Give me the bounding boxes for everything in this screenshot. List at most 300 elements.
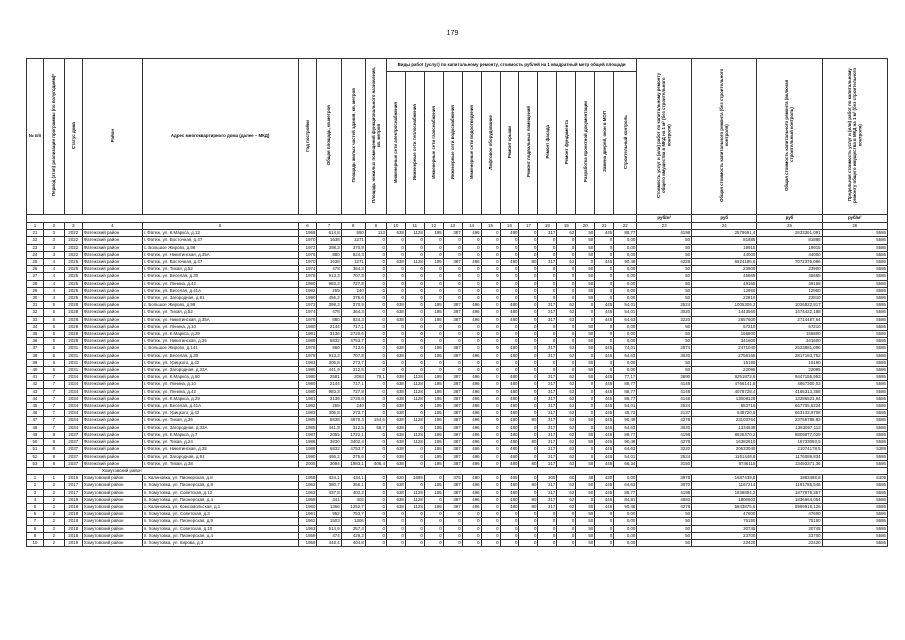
table-cell: 5586 <box>822 287 887 294</box>
table-cell: 195 <box>424 259 443 266</box>
table-cell: 480 <box>500 309 519 316</box>
table-cell: 1151448,8 <box>692 453 757 460</box>
table-cell: 62 <box>557 374 576 381</box>
table-cell: 4165313,368 <box>757 388 822 395</box>
table-cell: 0,00 <box>614 338 637 345</box>
table-cell: 0 <box>595 287 614 294</box>
table-cell: 1128 <box>405 230 424 237</box>
table-cell: 445 <box>595 374 614 381</box>
table-cell: г. Фатеж, ул. Никитинская, д.35 <box>142 338 298 345</box>
table-cell: 614,8 <box>317 230 341 237</box>
table-cell: 441,9 <box>317 367 341 374</box>
table-cell: 1972 <box>298 244 317 251</box>
table-cell: 2 <box>43 539 64 546</box>
table-cell: 5586 <box>822 352 887 359</box>
table-cell: 2015 <box>64 475 82 482</box>
table-cell: 663133,9708 <box>757 410 822 417</box>
column-number: 2 <box>43 223 64 230</box>
table-cell: 445 <box>595 352 614 359</box>
table-cell: 0 <box>424 323 443 330</box>
table-cell: 50 <box>637 323 692 330</box>
table-cell: 50 <box>576 489 595 496</box>
table-cell: 0 <box>443 539 462 546</box>
table-cell: 62 <box>557 503 576 510</box>
table-cell: 0 <box>481 439 500 446</box>
table-cell: 5586 <box>822 403 887 410</box>
table-cell: 0 <box>481 453 500 460</box>
table-cell: 22810 <box>692 295 757 302</box>
table-cell: 52 <box>27 453 44 460</box>
table-cell: 317 <box>538 395 557 402</box>
table-cell: 317 <box>538 446 557 453</box>
table-cell: с. Калиновка, ул. Пионерская, д.8 <box>142 475 298 482</box>
table-cell: г. Фатеж, ул. К.Маркса, д.60 <box>142 374 298 381</box>
table-cell: 7 <box>27 518 44 525</box>
table-cell: 5 <box>43 331 64 338</box>
table-cell: 317 <box>538 482 557 489</box>
table-cell: 7 <box>43 410 64 417</box>
table-cell: 1978 <box>298 352 317 359</box>
table-cell: 496 <box>462 395 481 402</box>
table-cell: 480 <box>500 482 519 489</box>
table-cell: 317 <box>538 424 557 431</box>
table-cell: 0 <box>481 280 500 287</box>
table-cell: 0 <box>500 251 519 258</box>
table-cell: 1252,7 <box>341 503 365 510</box>
col-nonliving-area: Площадь нежилых помещений функционального назначения, кв. метров <box>365 59 386 215</box>
table-cell: 4083 <box>637 496 692 503</box>
table-cell: 62 <box>557 417 576 424</box>
table-cell: 480 <box>500 431 519 438</box>
table-cell: 64,63 <box>614 352 637 359</box>
table-cell: 1961 <box>298 511 317 518</box>
column-number: 10 <box>386 223 405 230</box>
table-cell: 0 <box>405 280 424 287</box>
table-cell: 0 <box>557 359 576 366</box>
table-cell: 1128 <box>405 388 424 395</box>
table-cell: Фатежский район <box>82 295 142 302</box>
table-cell: 0 <box>405 482 424 489</box>
table-cell: 0 <box>481 503 500 510</box>
table-cell: 496 <box>462 374 481 381</box>
table-cell: 39 <box>27 359 44 366</box>
table-cell: 195 <box>424 424 443 431</box>
table-cell: 1128 <box>405 489 424 496</box>
table-cell: 0 <box>481 532 500 539</box>
table-cell: 445 <box>595 309 614 316</box>
table-cell: 0 <box>386 323 405 330</box>
table-cell: 0 <box>538 359 557 366</box>
table-cell: 3690 <box>637 374 692 381</box>
table-cell: 1503 <box>317 518 341 525</box>
table-cell: Фатежский район <box>82 417 142 424</box>
section-row <box>27 467 888 474</box>
table-cell: 7 <box>43 403 64 410</box>
table-cell: 1963 <box>298 525 317 532</box>
table-cell: 0 <box>519 273 538 280</box>
table-cell: 62 <box>557 381 576 388</box>
table-cell: 1990 <box>298 453 317 460</box>
table-cell: 2028 <box>64 331 82 338</box>
table-row <box>27 410 888 417</box>
table-cell: 1026822,817 <box>757 302 822 309</box>
table-cell: 50 <box>576 460 595 467</box>
table-cell: 0 <box>595 323 614 330</box>
table-cell: 90,48 <box>614 259 637 266</box>
table-cell: 496 <box>462 410 481 417</box>
table-cell: 50 <box>637 518 692 525</box>
table-cell: 0 <box>481 230 500 237</box>
table-cell: 480 <box>500 381 519 388</box>
table-cell: 0 <box>481 539 500 546</box>
table-cell: 727,8 <box>341 388 365 395</box>
table-cell: 1974 <box>298 309 317 316</box>
table-cell: 4078728,4 <box>692 388 757 395</box>
table-cell: г. Фатеж, ул. Восточная, д.47 <box>142 259 298 266</box>
table-cell: с. Калиновка, ул. Комсомольская, д.1 <box>142 503 298 510</box>
table-cell: 62 <box>557 460 576 467</box>
table-cell: 0 <box>386 244 405 251</box>
table-cell: 2019 <box>64 539 82 546</box>
table-cell: 0 <box>481 295 500 302</box>
table-cell: 0 <box>481 511 500 518</box>
table-cell: 57210 <box>757 323 822 330</box>
column-number: 1 <box>27 223 44 230</box>
table-cell: 7 <box>43 417 64 424</box>
table-cell: 0 <box>365 511 386 518</box>
column-number: 17 <box>519 223 538 230</box>
table-cell: 1191785,546 <box>757 482 822 489</box>
table-cell: 0 <box>462 338 481 345</box>
table-cell: 50 <box>576 244 595 251</box>
table-cell: 4 <box>27 496 44 503</box>
table-cell: 0 <box>519 367 538 374</box>
table-cell: 5 <box>43 309 64 316</box>
units-row <box>27 215 888 223</box>
table-cell: 5586 <box>822 331 887 338</box>
table-cell: 0 <box>519 410 538 417</box>
table-cell: 0 <box>405 453 424 460</box>
table-cell: 5838 <box>317 417 341 424</box>
col-work: Инженерные сети водоснабжения <box>443 72 462 215</box>
table-cell: 0 <box>405 359 424 366</box>
table-cell: 0 <box>557 338 576 345</box>
table-cell: 0 <box>386 359 405 366</box>
table-cell: 62 <box>557 302 576 309</box>
table-cell: 6832 <box>317 338 341 345</box>
table-cell: с. Большое Жирово, д.98 <box>142 302 298 309</box>
table-cell: 480 <box>500 316 519 323</box>
table-cell: 64,63 <box>614 316 637 323</box>
table-cell: 0 <box>538 525 557 532</box>
table-cell: п. Хомутовка, ул. Кирова, д.3 <box>142 539 298 546</box>
table-cell: 0,00 <box>614 511 637 518</box>
table-cell: 80 <box>519 259 538 266</box>
table-cell: 0 <box>365 287 386 294</box>
table-cell: 1985 <box>298 417 317 424</box>
table-cell: 4 <box>43 295 64 302</box>
table-cell: г. Фатеж, ул. К.Маркса, д.13 <box>142 230 298 237</box>
table-cell: 0 <box>500 295 519 302</box>
table-cell: 88,77 <box>614 431 637 438</box>
table-row <box>27 403 888 410</box>
table-cell: 50 <box>576 439 595 446</box>
table-cell: 0 <box>519 453 538 460</box>
table-row <box>27 532 888 539</box>
table-cell: 0 <box>386 237 405 244</box>
table-cell: г. Фатеж, ул. Загородная, д.33А <box>142 367 298 374</box>
table-cell: г. Фатеж, ул. Ленина, д.10 <box>142 381 298 388</box>
table-cell: 441 <box>317 496 341 503</box>
table-cell: 23700 <box>692 532 757 539</box>
table-cell: 1962 <box>298 482 317 489</box>
table-cell: 9447155,953 <box>757 374 822 381</box>
table-cell: 2018 <box>64 511 82 518</box>
column-number: 4 <box>82 223 142 230</box>
column-number: 13 <box>443 223 462 230</box>
table-cell: 1363057,113 <box>757 424 822 431</box>
table-cell: 0 <box>424 518 443 525</box>
table-cell: 259 <box>317 287 341 294</box>
table-cell: 0 <box>576 453 595 460</box>
table-cell: 0 <box>595 244 614 251</box>
table-cell: 0 <box>405 323 424 330</box>
table-cell: 0 <box>595 359 614 366</box>
table-cell: 0 <box>500 539 519 546</box>
table-cell: 1722,1 <box>341 431 365 438</box>
table-cell: 16733093,5 <box>757 439 822 446</box>
table-cell: 5586 <box>822 395 887 402</box>
table-cell: 80 <box>519 460 538 467</box>
table-cell: 0 <box>443 511 462 518</box>
table-cell: 4228 <box>637 259 692 266</box>
table-cell: 22 <box>27 237 44 244</box>
table-cell: 0 <box>519 266 538 273</box>
table-cell: 0 <box>405 331 424 338</box>
table-cell: 50 <box>576 273 595 280</box>
table-cell: 7 <box>43 381 64 388</box>
table-cell: 88,77 <box>614 489 637 496</box>
table-cell: 30745 <box>757 525 822 532</box>
table-cell: 2028 <box>64 302 82 309</box>
table-cell: 1960 <box>298 503 317 510</box>
table-cell: 5586 <box>822 359 887 366</box>
col-cost-per-m2: Стоимость услуг и (или) работ по капитальному ремонту общего имущества в МКД на 1 м² (без строительного контроля) <box>637 59 692 215</box>
table-cell: 312,5 <box>341 424 365 431</box>
table-cell: 445 <box>595 489 614 496</box>
table-cell: 638 <box>386 431 405 438</box>
table-cell: 1989 <box>298 446 317 453</box>
table-cell: 445 <box>595 453 614 460</box>
table-cell: 195 <box>424 388 443 395</box>
table-cell: 0 <box>443 287 462 294</box>
table-cell: 0 <box>595 273 614 280</box>
table-cell: Фатежский район <box>82 259 142 266</box>
table-cell: 1987 <box>298 431 317 438</box>
table-cell: 0 <box>519 309 538 316</box>
table-cell: 0 <box>481 345 500 352</box>
table-cell: 50 <box>576 532 595 539</box>
table-cell: 5 <box>43 302 64 309</box>
table-cell: 0,00 <box>614 266 637 273</box>
table-cell: 0 <box>481 489 500 496</box>
column-number: 18 <box>538 223 557 230</box>
table-cell: 0 <box>481 395 500 402</box>
table-cell: 5586 <box>822 237 887 244</box>
table-cell: Хомутовский район <box>82 475 142 482</box>
table-cell: 2031 <box>64 352 82 359</box>
col-work: Инженерные сети теплоснабжения <box>405 72 424 215</box>
table-row <box>27 453 888 460</box>
table-cell: 0 <box>405 345 424 352</box>
table-cell: 3 <box>43 244 64 251</box>
table-cell: 707,8 <box>341 352 365 359</box>
table-cell: 62 <box>557 431 576 438</box>
table-cell: 0 <box>365 410 386 417</box>
column-number: 7 <box>317 223 341 230</box>
table-cell: 0 <box>519 431 538 438</box>
table-cell: Фатежский район <box>82 410 142 417</box>
table-cell: 3 <box>43 251 64 258</box>
table-cell: 1800603 <box>692 496 757 503</box>
table-row <box>27 489 888 496</box>
table-cell: 0 <box>405 237 424 244</box>
table-cell: 195 <box>424 352 443 359</box>
table-cell: 0 <box>481 367 500 374</box>
table-cell: 1638 <box>317 237 341 244</box>
table-cell: 0 <box>365 446 386 453</box>
table-cell: 5586 <box>822 374 887 381</box>
table-cell: 50 <box>576 338 595 345</box>
table-cell: 2025 <box>64 287 82 294</box>
table-cell: 75150 <box>757 518 822 525</box>
table-cell: 50 <box>576 359 595 366</box>
table-cell: 0 <box>500 280 519 287</box>
table-cell: 20633040 <box>692 446 757 453</box>
table-cell: 0,00 <box>614 359 637 366</box>
table-cell: 1981 <box>298 331 317 338</box>
table-cell: 0,00 <box>614 518 637 525</box>
table-cell: 387 <box>443 316 462 323</box>
table-cell: 0 <box>595 338 614 345</box>
table-cell: 5 <box>43 338 64 345</box>
table-cell: 0 <box>481 417 500 424</box>
table-cell: 496 <box>462 259 481 266</box>
table-cell: 0 <box>500 266 519 273</box>
table-cell: 0 <box>365 295 386 302</box>
table-cell: 0 <box>557 244 576 251</box>
table-cell: 480 <box>500 424 519 431</box>
column-number: 26 <box>822 223 887 230</box>
table-cell: 8 <box>43 439 64 446</box>
table-cell: 50 <box>576 331 595 338</box>
table-cell: 22095 <box>757 367 822 374</box>
table-cell: 0 <box>443 295 462 302</box>
table-cell: 4198 <box>637 431 692 438</box>
table-cell: 0 <box>386 532 405 539</box>
table-cell: п. Хомутовка, ул. Советская, д.12 <box>142 489 298 496</box>
table-row <box>27 352 888 359</box>
table-cell: 0 <box>481 374 500 381</box>
table-cell: 0 <box>519 424 538 431</box>
table-cell: 113 <box>365 230 386 237</box>
table-cell: 0 <box>500 532 519 539</box>
table-cell: 62 <box>557 453 576 460</box>
table-cell: 0,00 <box>614 367 637 374</box>
table-cell: 1983 <box>298 410 317 417</box>
table-cell: 5 <box>43 323 64 330</box>
table-cell: 4148 <box>637 395 692 402</box>
table-cell: 0 <box>365 244 386 251</box>
col-work: Инженерные сети электроснабжения <box>386 72 405 215</box>
table-cell: 0 <box>519 323 538 330</box>
column-numbers-row <box>27 223 888 230</box>
table-cell: 0 <box>481 251 500 258</box>
table-cell: 0 <box>557 518 576 525</box>
table-cell: Фатежский район <box>82 345 142 352</box>
table-cell: 62 <box>557 309 576 316</box>
table-row <box>27 302 888 309</box>
table-cell: 13008128 <box>692 395 757 402</box>
table-cell: 0 <box>538 331 557 338</box>
table-cell: 0 <box>519 280 538 287</box>
table-cell: 0 <box>386 331 405 338</box>
unit: руб <box>692 215 757 223</box>
table-cell: 23103764 <box>692 417 757 424</box>
table-cell: 0 <box>424 266 443 273</box>
table-cell: 5 <box>27 503 44 510</box>
table-cell: 4 <box>43 266 64 273</box>
table-cell: 34 <box>27 323 44 330</box>
table-cell: 1128 <box>405 431 424 438</box>
table-cell: 50 <box>576 280 595 287</box>
table-cell: 0 <box>386 525 405 532</box>
table-cell: 480 <box>500 496 519 503</box>
table-cell: 370,9 <box>341 244 365 251</box>
table-cell: 0 <box>462 331 481 338</box>
table-cell: 0 <box>519 316 538 323</box>
table-cell: 4278 <box>637 417 692 424</box>
table-cell: 48 <box>27 424 44 431</box>
table-cell: 0 <box>500 359 519 366</box>
table-cell: 445 <box>595 259 614 266</box>
table-cell: 8 <box>27 525 44 532</box>
table-cell: 50 <box>637 539 692 546</box>
table-cell: 0 <box>365 532 386 539</box>
table-cell: 60 <box>557 475 576 482</box>
table-cell: 0 <box>576 424 595 431</box>
table-cell: 5586 <box>822 273 887 280</box>
table-cell: 445 <box>595 417 614 424</box>
table-cell: 8809877,029 <box>757 431 822 438</box>
table-cell: 46 <box>27 410 44 417</box>
table-cell: 0 <box>519 511 538 518</box>
table-cell: 387 <box>443 431 462 438</box>
table-cell: 0 <box>519 287 538 294</box>
table-cell: 727,8 <box>341 280 365 287</box>
table-cell: Фатежский район <box>82 237 142 244</box>
table-cell: 50 <box>576 345 595 352</box>
table-cell: 480 <box>500 374 519 381</box>
table-cell: 0 <box>557 539 576 546</box>
table-cell: 1988 <box>298 439 317 446</box>
table-cell: 0 <box>405 287 424 294</box>
table-cell: 195 <box>424 381 443 388</box>
table-cell: п. Хомутовка, ул. Советская, д.3 <box>142 511 298 518</box>
table-cell: 0 <box>557 266 576 273</box>
table-cell: 387 <box>443 374 462 381</box>
table-cell: 0 <box>405 511 424 518</box>
